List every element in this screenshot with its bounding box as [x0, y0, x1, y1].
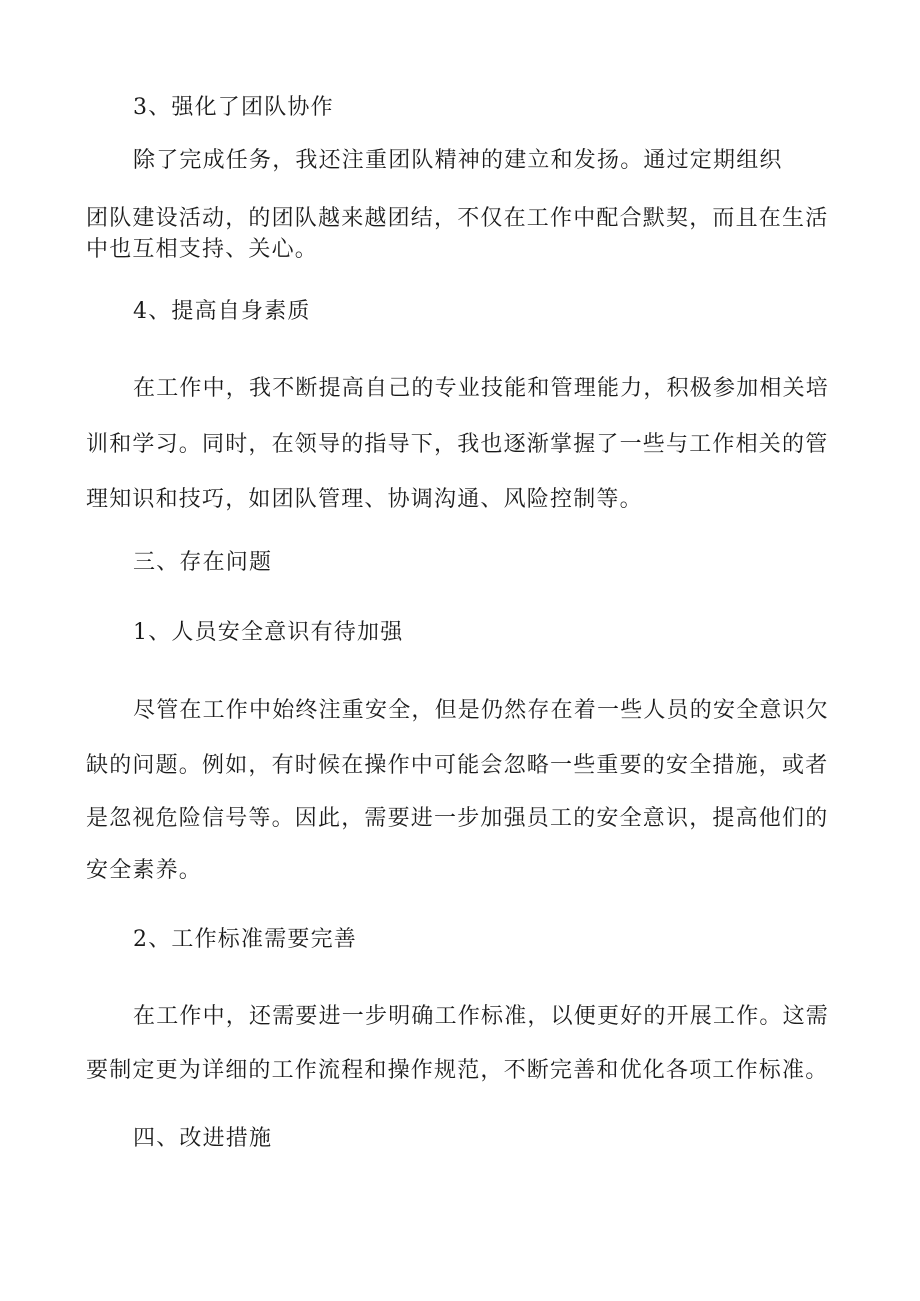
section-heading-problems: 三、存在问题 [133, 550, 273, 575]
paragraph-line: 安全素养。 [86, 858, 203, 883]
paragraph-line: 是忽视危险信号等。因此，需要进一步加强员工的安全意识，提高他们的 [86, 806, 829, 831]
paragraph-line: 理知识和技巧，如团队管理、协调沟通、风险控制等。 [86, 487, 643, 512]
heading-safety-awareness: 1、人员安全意识有待加强 [133, 620, 404, 645]
paragraph-line: 训和学习。同时，在领导的指导下，我也逐渐掌握了一些与工作相关的管 [86, 432, 829, 457]
heading-work-standards: 2、工作标准需要完善 [133, 927, 357, 952]
paragraph-line: 中也互相支持、关心。 [86, 237, 319, 262]
heading-teamwork: 3、强化了团队协作 [133, 95, 334, 120]
paragraph-line: 除了完成任务，我还注重团队精神的建立和发扬。通过定期组织 [133, 148, 783, 173]
paragraph-line: 尽管在工作中始终注重安全，但是仍然存在着一些人员的安全意识欠 [133, 698, 830, 723]
paragraph-line: 在工作中，还需要进一步明确工作标准，以便更好的开展工作。这需 [133, 1004, 830, 1029]
heading-self-improvement: 4、提高自身素质 [133, 299, 311, 324]
paragraph-line: 要制定更为详细的工作流程和操作规范，不断完善和优化各项工作标准。 [86, 1058, 829, 1083]
paragraph-line: 团队建设活动，的团队越来越团结，不仅在工作中配合默契，而且在生活 [86, 206, 829, 231]
paragraph-line: 缺的问题。例如，有时候在操作中可能会忽略一些重要的安全措施，或者 [86, 753, 829, 778]
paragraph-line: 在工作中，我不断提高自己的专业技能和管理能力，积极参加相关培 [133, 376, 830, 401]
section-heading-improvements: 四、改进措施 [133, 1126, 273, 1151]
